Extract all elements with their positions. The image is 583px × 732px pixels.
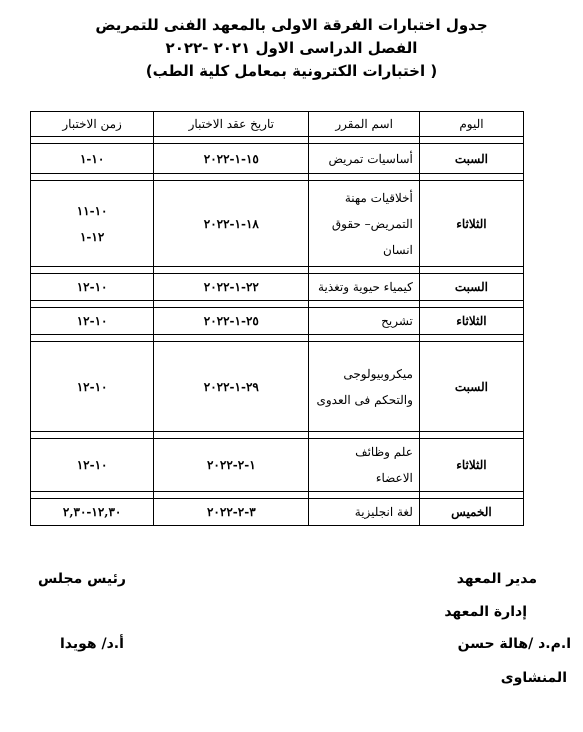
row-day: الثلاثاء [419,308,523,335]
header-note: ( اختبارات الكترونية بمعامل كلية الطب) [145,62,438,80]
table-row [31,499,524,526]
header-time: زمن الاختبار [31,112,154,137]
row-course: ميكروبيولوجى والتحكم فى العدوى [309,342,420,432]
row-course: لغة انجليزية [309,499,420,526]
row-date: ٢٩-١-٢٠٢٢ [154,342,309,432]
row-course: أخلاقيات مهنة التمريض– حقوق انسان [309,181,420,267]
table-row [31,274,524,301]
header-date: تاريخ عقد الاختبار [154,112,309,137]
table-gap [31,432,524,439]
row-date: ١٥-١-٢٠٢٢ [154,144,309,174]
table-gap [31,267,524,274]
row-time: ١٠-١٢ [31,342,154,432]
row-time: ١٠-١٢ [31,308,154,335]
exam-schedule-table [30,111,524,526]
table-gap [31,174,524,181]
table-row [31,308,524,335]
row-day: الخميس [419,499,523,526]
row-time: ١٠-١ [31,144,154,174]
header-day: اليوم [419,112,523,137]
row-date: ٢٢-١-٢٠٢٢ [154,274,309,301]
row-date: ١-٢-٢٠٢٢ [154,439,309,492]
director-surname: المنشاوى [500,670,567,686]
table-row [31,144,524,174]
table-gap [31,137,524,144]
council-head-title: رئيس مجلس [38,571,126,587]
row-date: ٣-٢-٢٠٢٢ [154,499,309,526]
row-time: ١٠-١٢ [31,274,154,301]
row-course: علم وظائف الاعضاء [309,439,420,492]
row-day: السبت [419,342,523,432]
row-time: ١٠-١١ ١٢-١ [31,181,154,267]
row-date: ٢٥-١-٢٠٢٢ [154,308,309,335]
director-name: ا.م.د /هالة حسن [457,636,571,652]
table-header-row [31,112,524,137]
row-day: السبت [419,274,523,301]
row-time: ١٠-١٢ [31,439,154,492]
row-course: تشريح [309,308,420,335]
table-gap [31,301,524,308]
row-day: الثلاثاء [419,181,523,267]
institute-administration: إدارة المعهد [444,604,527,620]
header-title: جدول اختبارات الفرقة الاولى بالمعهد الفنى للتمريض [95,16,488,34]
document-header [0,14,583,83]
row-time: ١٢,٣٠-٢,٣٠ [31,499,154,526]
row-day: السبت [419,144,523,174]
row-course: أساسيات تمريض [309,144,420,174]
header-course: اسم المقرر [309,112,420,137]
row-date: ١٨-١-٢٠٢٢ [154,181,309,267]
table-gap [31,335,524,342]
row-course: كيمياء حيوية وتغذية [309,274,420,301]
table-gap [31,492,524,499]
table-row [31,439,524,492]
director-title: مدير المعهد [456,571,537,587]
row-day: الثلاثاء [419,439,523,492]
council-head-name: أ.د/ هويدا [60,636,124,652]
table-row [31,342,524,432]
table-row [31,181,524,267]
header-semester: الفصل الدراسى الاول ٢٠٢١ -٢٠٢٢ [165,39,418,57]
